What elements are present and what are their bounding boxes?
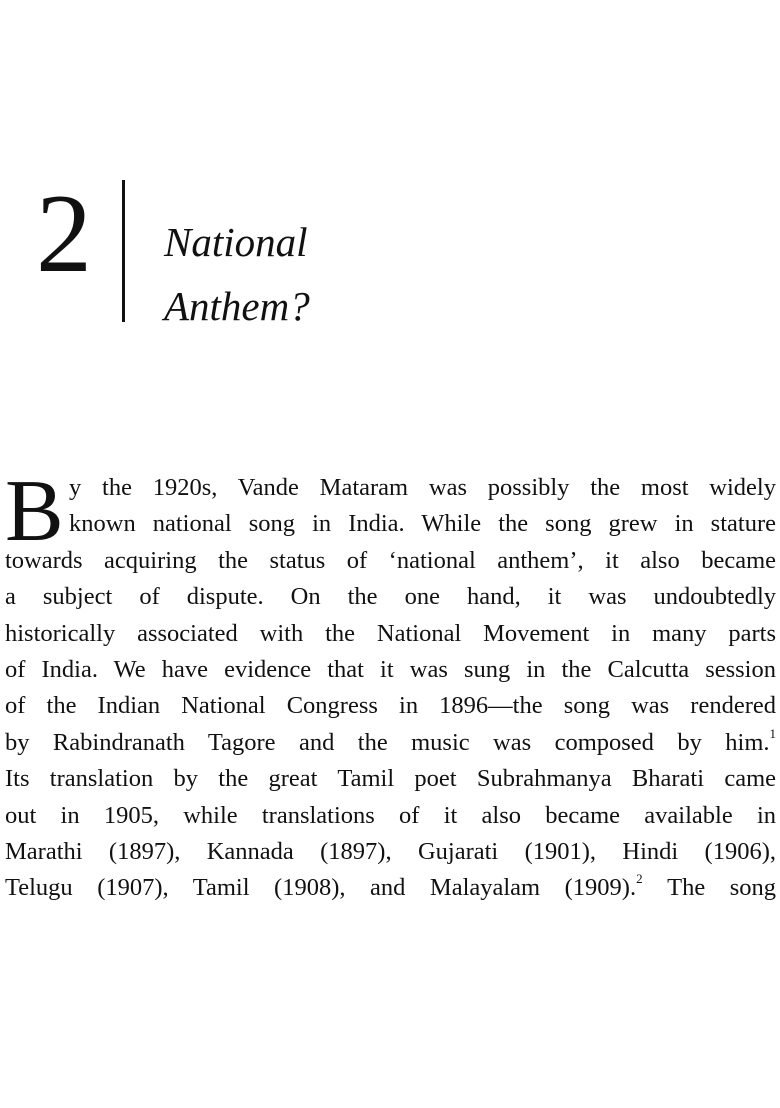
footnote-marker[interactable]: 2 bbox=[636, 871, 643, 887]
line-text: Its translation by the great Tamil poet Subrahmanya Bharati came bbox=[5, 765, 776, 793]
drop-cap: B bbox=[5, 463, 64, 560]
text-line bbox=[5, 870, 776, 906]
chapter-title-line: Anthem? bbox=[164, 283, 310, 329]
line-text: of India. We have evidence that it was sung in the Calcutta session bbox=[5, 655, 776, 683]
line-text: a subject of dispute. On the one hand, it was undoubtedly bbox=[5, 583, 776, 611]
footnote-marker[interactable]: 1 bbox=[769, 725, 776, 741]
chapter-divider-rule bbox=[122, 180, 125, 322]
line-text: out in 1905, while translations of it also became available in bbox=[5, 801, 776, 829]
text-line bbox=[5, 543, 776, 579]
text-line bbox=[5, 470, 776, 506]
text-line bbox=[5, 761, 776, 797]
chapter-number: 2 bbox=[36, 172, 92, 296]
text-line bbox=[5, 616, 776, 652]
text-line bbox=[5, 506, 776, 542]
line-text: Marathi (1897), Kannada (1897), Gujarati (1901), Hindi (1906), bbox=[5, 837, 776, 865]
text-line bbox=[5, 688, 776, 724]
body-paragraph bbox=[5, 463, 776, 907]
text-line bbox=[5, 579, 776, 615]
line-text: Telugu (1907), Tamil (1908), and Malayalam (1909). bbox=[5, 874, 637, 902]
line-text: towards acquiring the status of ‘national anthem’, it also became bbox=[5, 546, 776, 574]
line-text: y the 1920s, Vande Mataram was possibly the most widely bbox=[69, 474, 776, 501]
chapter-title bbox=[164, 210, 310, 338]
text-line bbox=[5, 725, 776, 761]
text-line bbox=[5, 652, 776, 688]
text-line bbox=[5, 798, 776, 834]
line-text: historically associated with the National Movement in many parts bbox=[5, 619, 776, 647]
line-text: by Rabindranath Tagore and the music was composed by him. bbox=[5, 728, 770, 756]
text-line bbox=[5, 834, 776, 870]
line-text: known national song in India. While the song grew in stature bbox=[69, 510, 776, 538]
chapter-title-line: National bbox=[164, 219, 308, 265]
line-text: The song bbox=[642, 874, 776, 902]
line-text: of the Indian National Congress in 1896—the song was rendered bbox=[5, 692, 776, 720]
